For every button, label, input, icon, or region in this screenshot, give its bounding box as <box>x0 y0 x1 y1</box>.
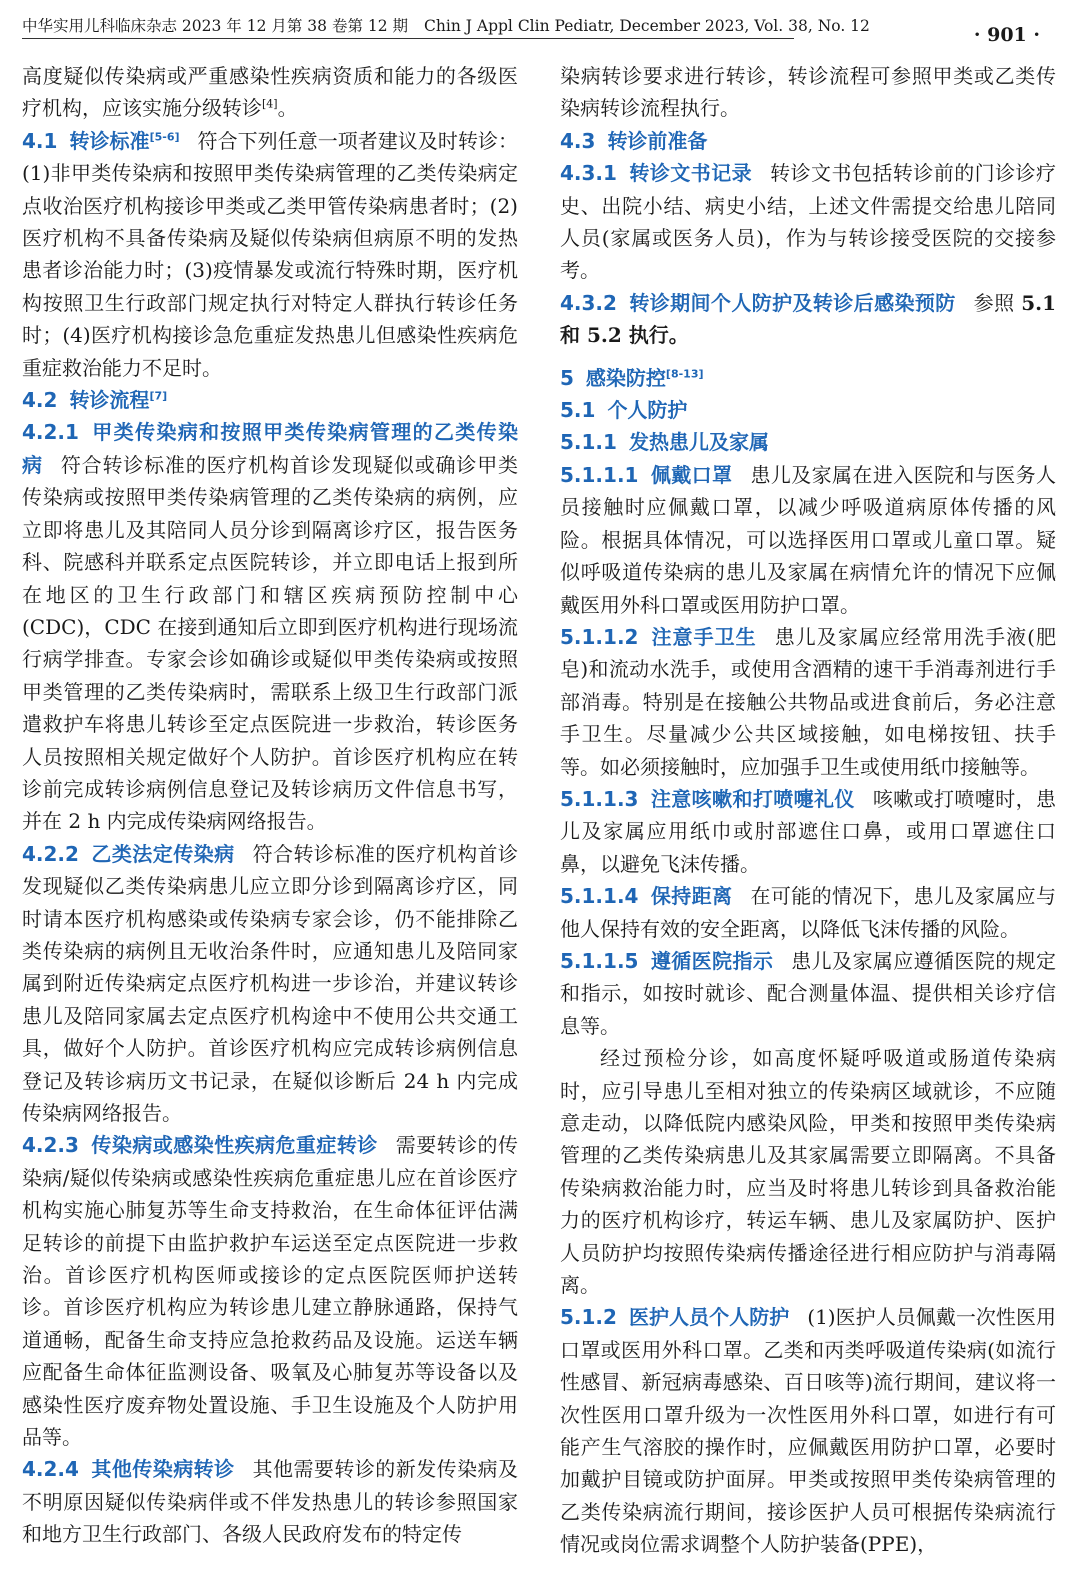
running-header <box>22 16 870 39</box>
section-4-3-heading: 4.3 转诊前准备 <box>560 128 708 153</box>
paragraph: 高度疑似传染病或严重感染性疾病资质和能力的各级医疗机构，应该实施分级转诊[4]。 <box>22 64 518 121</box>
section-5-heading: 5 感染防控[8-13] <box>560 365 704 390</box>
paragraph: 经过预检分诊，如高度怀疑呼吸道或肠道传染病时，应引导患儿至相对独立的传染病区域就诊，不应随意走动，以降低院内感染风险，甲类和按照甲类传染病管理的乙类传染病患儿及其家属需要立即隔离。不具备传染病救治能力时，应当及时将患儿转诊到具备救治能力的医疗机构诊疗，转运车辆、患儿及家属防护、医护人员防护均按照传染病传播途径进行相应防护与消毒隔离。 <box>560 1046 1056 1298</box>
section-5-1-2: 5.1.2 医护人员个人防护 (1)医护人员佩戴一次性医用口罩或医用外科口罩。乙类和丙类呼吸道传染病(如流行性感冒、新冠病毒感染、百日咳等)流行期间，建议将一次性医用口罩升级为一次性医用外科口罩，如进行有可能产生气溶胶的操作时，应佩戴医用防护口罩，必要时加戴护目镜或防护面屏。甲类或按照甲类传染病管理的乙类传染病流行期间，接诊医护人员可根据传染病流行情况或岗位需求调整个人防护装备(PPE)， <box>560 1305 1056 1557</box>
journal-title-en: Chin J Appl Clin Pediatr, December 2023, Vol. 38, No. 12 <box>424 17 870 35</box>
section-4-1: 4.1 转诊标准[5-6] 符合下列任意一项者建议及时转诊：(1)非甲类传染病和按照甲类传染病管理的乙类传染病定点收治医疗机构接诊甲类或乙类甲管传染病患者时；(2)医疗机构不具备传染病及疑似传染病但病原不明的发热患者诊治能力时；(3)疫情暴发或流行特殊时期，医疗机构按照卫生行政部门规定执行对特定人群执行转诊任务时；(4)医疗机构接诊急危重症发热患儿但感染性疾病危重症救治能力不足时。 <box>22 128 519 380</box>
right-column <box>560 60 1056 1561</box>
section-4-2-2: 4.2.2 乙类法定传染病 符合转诊标准的医疗机构首诊发现疑似乙类传染病患儿应立即分诊到隔离诊疗区，同时请本医疗机构感染或传染病专家会诊，仍不能排除乙类传染病的病例且无收治条件时，应通知患儿及陪同家属到附近传染病定点医疗机构进一步诊治，并建议转诊患儿及陪同家属去定点医疗机构途中不使用公共交通工具，做好个人防护。首诊医疗机构应完成转诊病例信息登记及转诊病历文书记录，在疑似诊断后 24 h 内完成传染病网络报告。 <box>22 841 519 1125</box>
journal-title-cn: 中华实用儿科临床杂志 2023 年 12 月第 38 卷第 12 期 <box>22 17 409 35</box>
left-column <box>22 60 518 1551</box>
section-4-3-1: 4.3.1 转诊文书记录 转诊文书包括转诊前的门诊诊疗史、出院小结、病史小结，上述文件需提交给患儿陪同人员(家属或医务人员)，作为与转诊接受医院的交接参考。 <box>560 161 1057 283</box>
section-5-1-1-heading: 5.1.1 发热患儿及家属 <box>560 430 769 455</box>
section-5-1-1-4: 5.1.1.4 保持距离 在可能的情况下，患儿及家属应与他人保持有效的安全距离，以降低飞沫传播的风险。 <box>560 884 1057 941</box>
paragraph: 染病转诊要求进行转诊，转诊流程可参照甲类或乙类传染病转诊流程执行。 <box>560 64 1056 121</box>
section-5-1-1-3: 5.1.1.3 注意咳嗽和打喷嚏礼仪 咳嗽或打喷嚏时，患儿及家属应用纸巾或肘部遮住口鼻，或用口罩遮住口鼻，以避免飞沫传播。 <box>560 786 1057 876</box>
section-4-2-heading: 4.2 转诊流程[7] <box>22 388 168 413</box>
section-4-2-4: 4.2.4 其他传染病转诊 其他需要转诊的新发传染病及不明原因疑似传染病伴或不伴发热患儿的转诊参照国家和地方卫生行政部门、各级人民政府发布的特定传 <box>22 1457 519 1547</box>
section-4-2-3: 4.2.3 传染病或感染性疾病危重症转诊 需要转诊的传染病/疑似传染病或感染性疾病危重症患儿应在首诊医疗机构实施心肺复苏等生命支持救治，在生命体征评估满足转诊的前提下由监护救护车运送至定点医院进一步救治。首诊医疗机构医师或接诊的定点医院医师护送转诊。首诊医疗机构应为转诊患儿建立静脉通路，保持气道通畅，配备生命支持应急抢救药品及设施。运送车辆应配备生命体征监测设备、吸氧及心肺复苏等设备以及感染性医疗废弃物处置设施、手卫生设施及个人防护用品等。 <box>22 1133 519 1450</box>
section-4-3-2: 4.3.2 转诊期间个人防护及转诊后感染预防 参照 5.1 和 5.2 执行。 <box>560 290 1057 348</box>
section-5-1-1-1: 5.1.1.1 佩戴口罩 患儿及家属在进入医院和与医务人员接触时应佩戴口罩，以减少呼吸道病原体传播的风险。根据具体情况，可以选择医用口罩或儿童口罩。疑似呼吸道传染病的患儿及家属在病情允许的情况下应佩戴医用外科口罩或医用防护口罩。 <box>560 462 1057 617</box>
section-4-2-1: 4.2.1 甲类传染病和按照甲类传染病管理的乙类传染病 符合转诊标准的医疗机构首诊发现疑似或确诊甲类传染病或按照甲类传染病管理的乙类传染病的病例，应立即将患儿及其陪同人员分诊到隔离诊疗区，报告医务科、院感科并联系定点医院转诊，并立即电话上报到所在地区的卫生行政部门和辖区疾病预防控制中心(CDC)，CDC 在接到通知后立即到医疗机构进行现场流行病学排查。专家会诊如确诊或疑似甲类传染病或按照甲类管理的乙类传染病时，需联系上级卫生行政部门派遣救护车将患儿转诊至定点医院进一步救治，转诊医务人员按照相关规定做好个人防护。首诊医疗机构应在转诊前完成转诊病例信息登记及转诊病历文件信息书写，并在 2 h 内完成传染病网络报告。 <box>22 420 519 834</box>
section-5-1-1-2: 5.1.1.2 注意手卫生 患儿及家属应经常用洗手液(肥皂)和流动水洗手，或使用含酒精的速干手消毒剂进行手部消毒。特别是在接触公共物品或进食前后，务必注意手卫生。尽量减少公共区域接触，如电梯按钮、扶手等。如必须接触时，应加强手卫生或使用纸巾接触等。 <box>560 624 1056 779</box>
page-number: · 901 · <box>973 24 1040 46</box>
section-5-1-1-5: 5.1.1.5 遵循医院指示 患儿及家属应遵循医院的规定和指示，如按时就诊、配合测量体温、提供相关诊疗信息等。 <box>560 948 1057 1038</box>
section-5-1-heading: 5.1 个人防护 <box>560 398 688 423</box>
